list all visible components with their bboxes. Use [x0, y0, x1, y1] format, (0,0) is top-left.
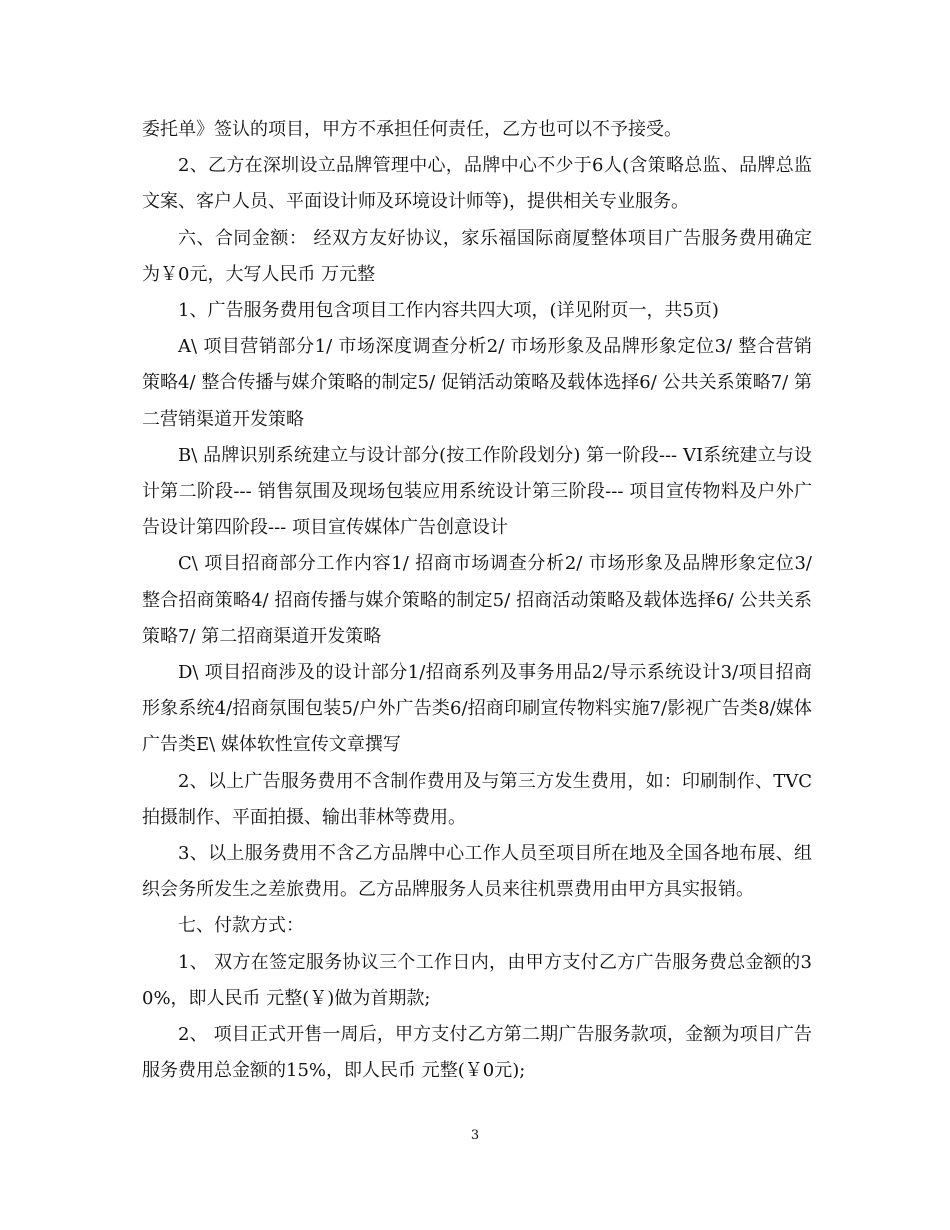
paragraph-7: C\ 项目招商部分工作内容1/ 招商市场调查分析2/ 市场形象及品牌形象定位3/ 整合招商策略4/ 招商传播与媒介策略的制定5/ 招商活动策略及载体选择6/ 公共关系策略7/ 第二招商渠道开发策略	[142, 553, 812, 647]
paragraph-11: 七、付款方式：	[178, 915, 304, 937]
paragraph-3: 六、合同金额： 经双方友好协议，家乐福国际商厦整体项目广告服务费用确定为￥0元，大写人民币 万元整	[142, 227, 812, 285]
paragraph-8: D\ 项目招商涉及的设计部分1/招商系列及事务用品2/导示系统设计3/项目招商形象系统4/招商氛围包装5/户外广告类6/招商印刷宣传物料实施7/影视广告类8/媒体广告类E\ 媒体软性宣传文章撰写	[142, 662, 812, 756]
paragraph-12: 1、 双方在签定服务协议三个工作日内，由甲方支付乙方广告服务费总金额的30%，即人民币 元整(￥)做为首期款;	[142, 951, 812, 1009]
paragraph-2: 2、乙方在深圳设立品牌管理中心，品牌中心不少于6人(含策略总监、品牌总监文案、客户人员、平面设计师及环境设计师等)，提供相关专业服务。	[142, 155, 812, 213]
page-number: 3	[470, 1128, 480, 1143]
paragraph-13: 2、 项目正式开售一周后，甲方支付乙方第二期广告服务款项，金额为项目广告服务费用总金额的15%，即人民币 元整(￥0元);	[142, 1024, 812, 1082]
paragraph-4: 1、广告服务费用包含项目工作内容共四大项，(详见附页一，共5页)	[178, 300, 719, 322]
document-body	[142, 112, 812, 1089]
paragraph-6: B\ 品牌识别系统建立与设计部分(按工作阶段划分) 第一阶段--- VI系统建立与设计第二阶段--- 销售氛围及现场包装应用系统设计第三阶段--- 项目宣传物料及户外广告设计第四阶段--- 项目宣传媒体广告创意设计	[142, 444, 812, 539]
paragraph-10: 3、以上服务费用不含乙方品牌中心工作人员至项目所在地及全国各地布展、组织会务所发生之差旅费用。乙方品牌服务人员来往机票费用由甲方具实报销。	[142, 843, 812, 901]
paragraph-9: 2、以上广告服务费用不含制作费用及与第三方发生费用，如：印刷制作、TVC拍摄制作、平面拍摄、输出菲林等费用。	[142, 770, 812, 828]
paragraph-5: A\ 项目营销部分1/ 市场深度调查分析2/ 市场形象及品牌形象定位3/ 整合营销策略4/ 整合传播与媒介策略的制定5/ 促销活动策略及载体选择6/ 公共关系策略7/ 第二营销渠道开发策略	[142, 336, 812, 430]
paragraph-1: 委托单》签认的项目，甲方不承担任何责任，乙方也可以不予接受。	[142, 119, 682, 140]
